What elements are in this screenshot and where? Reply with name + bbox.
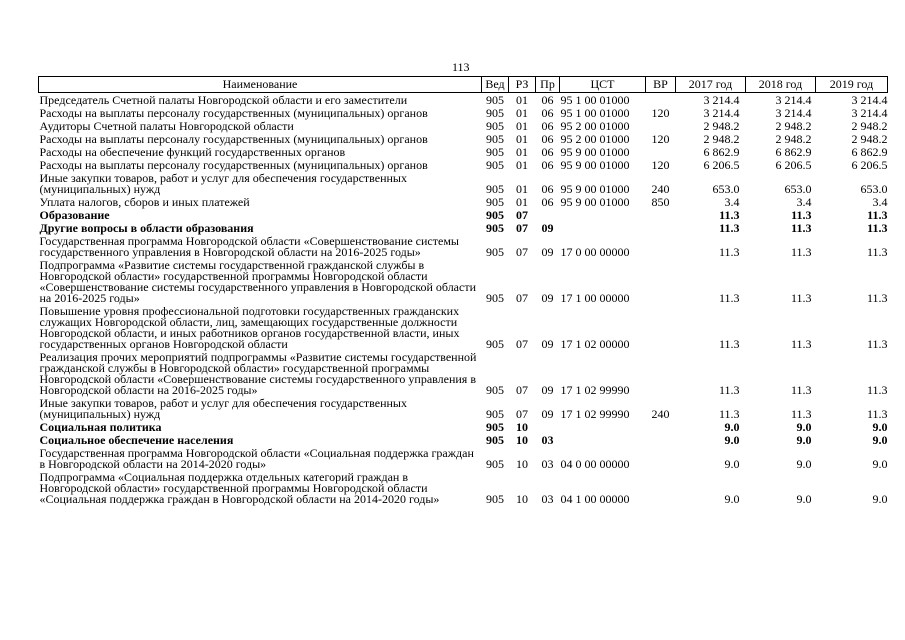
cell-ved: 905 (486, 245, 504, 259)
cell-ved: 905 (486, 106, 504, 120)
cell-cst: 04 1 00 00000 (560, 492, 630, 506)
cell-2019: 6 862.9 (851, 145, 888, 159)
cell-cst: 95 9 00 01000 (560, 145, 630, 159)
header-rz: РЗ (509, 77, 536, 93)
cell-rz: 07 (516, 208, 528, 222)
cell-2019: 9.0 (872, 457, 888, 471)
cell-pr: 06 (541, 93, 554, 107)
header-2017: 2017 год (676, 77, 746, 93)
table-row (39, 93, 888, 107)
cell-ved: 905 (486, 132, 504, 146)
cell-2019: 3 214.4 (851, 106, 888, 120)
table-row (39, 106, 888, 119)
cell-2018: 11.3 (791, 221, 812, 235)
cell-vr: 240 (651, 182, 670, 196)
table-row (39, 171, 888, 195)
cell-2018: 653.0 (784, 182, 812, 196)
cell-name: Расходы на выплаты персоналу государственных (муниципальных) органов (39, 158, 428, 172)
cell-name: Государственная программа Новгородской области «Социальная поддержка граждан в Новгородской области на 2014-2020 годы» (39, 446, 474, 471)
cell-name: Расходы на выплаты персоналу государственных (муниципальных) органов (39, 106, 428, 120)
cell-vr (646, 119, 676, 132)
cell-2017: 11.3 (718, 291, 740, 305)
cell-name: Социальное обеспечение населения (39, 433, 234, 447)
cell-2018: 11.3 (791, 208, 812, 222)
cell-cst: 95 9 00 01000 (560, 158, 630, 172)
cell-2018: 9.0 (796, 433, 812, 447)
table-row (39, 158, 888, 171)
cell-cst: 17 0 00 00000 (560, 245, 630, 259)
cell-2017: 9.0 (724, 420, 740, 434)
cell-2018: 11.3 (790, 337, 812, 351)
cell-2017: 6 206.5 (703, 158, 740, 172)
cell-cst: 17 1 02 00000 (560, 337, 630, 351)
cell-pr: 09 (541, 245, 554, 259)
cell-2018: 6 206.5 (775, 158, 812, 172)
cell-2018: 9.0 (796, 457, 812, 471)
cell-ved: 905 (486, 145, 504, 159)
cell-pr: 03 (541, 457, 554, 471)
cell-vr: 120 (651, 132, 670, 146)
header-ved: Вед (482, 77, 509, 93)
cell-pr: 06 (541, 195, 554, 209)
cell-ved: 905 (486, 119, 504, 133)
cell-vr (646, 258, 676, 304)
cell-2019: 653.0 (860, 182, 888, 196)
cell-2018: 3 214.4 (775, 106, 812, 120)
cell-2017: 3 214.4 (703, 106, 740, 120)
cell-2017: 11.3 (719, 221, 740, 235)
cell-rz: 01 (516, 158, 528, 172)
cell-2019: 2 948.2 (851, 119, 888, 133)
header-name: Наименование (39, 77, 482, 93)
cell-vr (646, 433, 676, 446)
cell-ved: 905 (486, 182, 504, 196)
cell-cst: 95 1 00 01000 (560, 93, 630, 107)
cell-2017: 9.0 (724, 457, 740, 471)
cell-cst: 17 1 02 99990 (560, 407, 630, 421)
cell-pr: 09 (541, 383, 554, 397)
cell-cst: 95 2 00 01000 (560, 132, 630, 146)
cell-2019: 3 214.4 (851, 93, 888, 107)
cell-ved: 905 (486, 492, 504, 506)
cell-rz: 01 (516, 132, 528, 146)
cell-rz: 01 (516, 93, 528, 107)
table-row (39, 258, 888, 304)
cell-cst: 95 9 00 01000 (560, 182, 630, 196)
cell-name: Расходы на обеспечение функций государственных органов (39, 145, 346, 159)
cell-rz: 10 (516, 492, 528, 506)
cell-2018: 3.4 (796, 195, 812, 209)
cell-pr: 06 (541, 132, 554, 146)
table-row (39, 433, 888, 446)
cell-2019: 11.3 (866, 291, 888, 305)
cell-rz: 01 (516, 119, 528, 133)
cell-vr (646, 470, 676, 505)
cell-cst (560, 420, 646, 433)
cell-pr: 06 (541, 106, 554, 120)
header-cst: ЦСТ (560, 77, 646, 93)
cell-2017: 11.3 (718, 245, 740, 259)
cell-pr: 03 (541, 433, 554, 447)
cell-ved: 905 (486, 433, 504, 447)
header-2019: 2019 год (816, 77, 888, 93)
cell-2018: 6 862.9 (775, 145, 812, 159)
cell-pr: 09 (541, 407, 554, 421)
cell-ved: 905 (486, 221, 504, 235)
cell-2018: 9.0 (796, 420, 812, 434)
cell-pr: 06 (541, 182, 554, 196)
cell-rz: 07 (516, 337, 528, 351)
table-row (39, 132, 888, 145)
cell-rz: 10 (516, 457, 528, 471)
cell-cst (560, 208, 646, 221)
cell-ved: 905 (486, 420, 504, 434)
cell-rz: 07 (516, 407, 528, 421)
cell-cst: 17 1 00 00000 (560, 291, 630, 305)
cell-2017: 653.0 (712, 182, 740, 196)
table-row (39, 396, 888, 420)
cell-vr (646, 350, 676, 396)
cell-2019: 2 948.2 (851, 132, 888, 146)
cell-cst: 04 0 00 00000 (560, 457, 630, 471)
cell-name: Социальная политика (39, 420, 162, 434)
cell-name: Подпрограмма «Социальная поддержка отдельных категорий граждан в Новгородской области» государственной программы Новгородской области «Социальная поддержка граждан в Новгородской области на 2014-2020 годы» (39, 470, 440, 506)
table-row (39, 470, 888, 505)
cell-2019: 11.3 (866, 407, 888, 421)
table-row (39, 145, 888, 158)
cell-vr (646, 446, 676, 470)
table-row (39, 446, 888, 470)
cell-cst (560, 221, 646, 234)
cell-2019: 6 206.5 (851, 158, 888, 172)
cell-pr: 09 (541, 221, 554, 235)
cell-name: Аудиторы Счетной палаты Новгородской области (39, 119, 294, 133)
cell-vr (646, 234, 676, 258)
table-row (39, 234, 888, 258)
table-body (39, 93, 888, 506)
cell-ved: 905 (486, 93, 504, 107)
cell-rz: 10 (516, 433, 528, 447)
cell-2019: 11.3 (866, 383, 888, 397)
cell-vr (646, 145, 676, 158)
cell-2017: 3 214.4 (703, 93, 740, 107)
cell-vr: 120 (651, 158, 670, 172)
cell-cst: 95 9 00 01000 (560, 195, 630, 209)
cell-ved: 905 (486, 383, 504, 397)
cell-name: Государственная программа Новгородской области «Совершенствование системы государственного управления в Новгородской области на 2016-2025 годы» (39, 234, 459, 259)
cell-vr (646, 93, 676, 107)
budget-table (38, 76, 888, 505)
cell-2017: 11.3 (718, 407, 740, 421)
cell-name: Иные закупки товаров, работ и услуг для обеспечения государственных (муниципальных) нужд (39, 171, 407, 196)
cell-rz: 07 (516, 221, 528, 235)
cell-name: Реализация прочих мероприятий подпрограммы «Развитие системы государственной гражданской службы в Новгородской области» государственной программы Новгородской области «Совершенствование системы государственного управления в Новгородской области на 2016-2025 годы» (39, 350, 477, 397)
cell-rz: 07 (516, 291, 528, 305)
cell-ved: 905 (486, 208, 504, 222)
cell-2018: 11.3 (790, 291, 812, 305)
cell-vr (646, 221, 676, 234)
cell-name: Председатель Счетной палаты Новгородской области и его заместители (39, 93, 408, 107)
cell-vr: 850 (651, 195, 670, 209)
cell-rz: 07 (516, 383, 528, 397)
cell-name: Другие вопросы в области образования (39, 221, 254, 235)
cell-2017: 2 948.2 (703, 119, 740, 133)
cell-name: Подпрограмма «Развитие системы государственной гражданской службы в Новгородской области» государственной программы Новгородской области «Совершенствование системы государственного управления в Новгородской области на 2016-2025 годы» (39, 258, 476, 305)
cell-name: Образование (39, 208, 110, 222)
header-pr: Пр (536, 77, 560, 93)
cell-ved: 905 (486, 195, 504, 209)
cell-2019: 11.3 (866, 245, 888, 259)
header-vr: ВР (646, 77, 676, 93)
header-2018: 2018 год (746, 77, 816, 93)
cell-2019: 11.3 (867, 208, 888, 222)
cell-2017: 9.0 (724, 433, 740, 447)
cell-2017: 9.0 (724, 492, 740, 506)
cell-2019: 11.3 (867, 221, 888, 235)
cell-2018: 2 948.2 (775, 132, 812, 146)
cell-2017: 11.3 (719, 208, 740, 222)
cell-rz: 01 (516, 106, 528, 120)
cell-2017: 11.3 (718, 383, 740, 397)
cell-rz: 07 (516, 245, 528, 259)
cell-ved: 905 (486, 457, 504, 471)
cell-vr (646, 304, 676, 350)
cell-2019: 11.3 (866, 337, 888, 351)
cell-ved: 905 (486, 407, 504, 421)
table-row (39, 208, 888, 221)
cell-ved: 905 (486, 158, 504, 172)
cell-name: Расходы на выплаты персоналу государственных (муниципальных) органов (39, 132, 428, 146)
cell-name: Уплата налогов, сборов и иных платежей (39, 195, 250, 209)
cell-pr: 09 (541, 337, 554, 351)
cell-rz: 01 (516, 195, 528, 209)
cell-cst: 95 2 00 01000 (560, 119, 630, 133)
cell-pr (536, 420, 560, 433)
cell-rz: 10 (516, 420, 528, 434)
cell-name: Повышение уровня профессиональной подготовки государственных гражданских служащих Новгородской области, лиц, замещающих государственные должности Новгородской области, и иных работников органов государственной власти, иных государственных органов Новгородской области (39, 304, 460, 351)
cell-ved: 905 (486, 291, 504, 305)
cell-name: Иные закупки товаров, работ и услуг для обеспечения государственных (муниципальных) нужд (39, 396, 407, 421)
cell-ved: 905 (486, 337, 504, 351)
cell-2017: 6 862.9 (703, 145, 740, 159)
cell-2018: 11.3 (790, 245, 812, 259)
table-row (39, 420, 888, 433)
cell-cst: 17 1 02 99990 (560, 383, 630, 397)
cell-2019: 9.0 (872, 420, 888, 434)
cell-rz: 01 (516, 145, 528, 159)
table-row (39, 119, 888, 132)
cell-pr: 06 (541, 158, 554, 172)
cell-2018: 11.3 (790, 407, 812, 421)
cell-rz: 01 (516, 182, 528, 196)
table-row (39, 195, 888, 208)
table-header-row (39, 77, 888, 93)
cell-pr: 09 (541, 291, 554, 305)
cell-pr (536, 208, 560, 221)
cell-vr (646, 420, 676, 433)
cell-cst (560, 433, 646, 446)
cell-pr: 06 (541, 119, 554, 133)
cell-2017: 2 948.2 (703, 132, 740, 146)
cell-2017: 3.4 (724, 195, 740, 209)
cell-2019: 3.4 (872, 195, 888, 209)
cell-vr: 120 (651, 106, 670, 120)
cell-pr: 06 (541, 145, 554, 159)
table-row (39, 350, 888, 396)
cell-pr: 03 (541, 492, 554, 506)
page-number: 113 (452, 60, 470, 74)
cell-cst: 95 1 00 01000 (560, 106, 630, 120)
cell-2017: 11.3 (718, 337, 740, 351)
cell-2019: 9.0 (872, 433, 888, 447)
cell-vr: 240 (651, 407, 670, 421)
table-row (39, 304, 888, 350)
cell-2018: 9.0 (796, 492, 812, 506)
cell-2018: 3 214.4 (775, 93, 812, 107)
table-row (39, 221, 888, 234)
cell-2019: 9.0 (872, 492, 888, 506)
cell-2018: 2 948.2 (775, 119, 812, 133)
cell-vr (646, 208, 676, 221)
cell-2018: 11.3 (790, 383, 812, 397)
